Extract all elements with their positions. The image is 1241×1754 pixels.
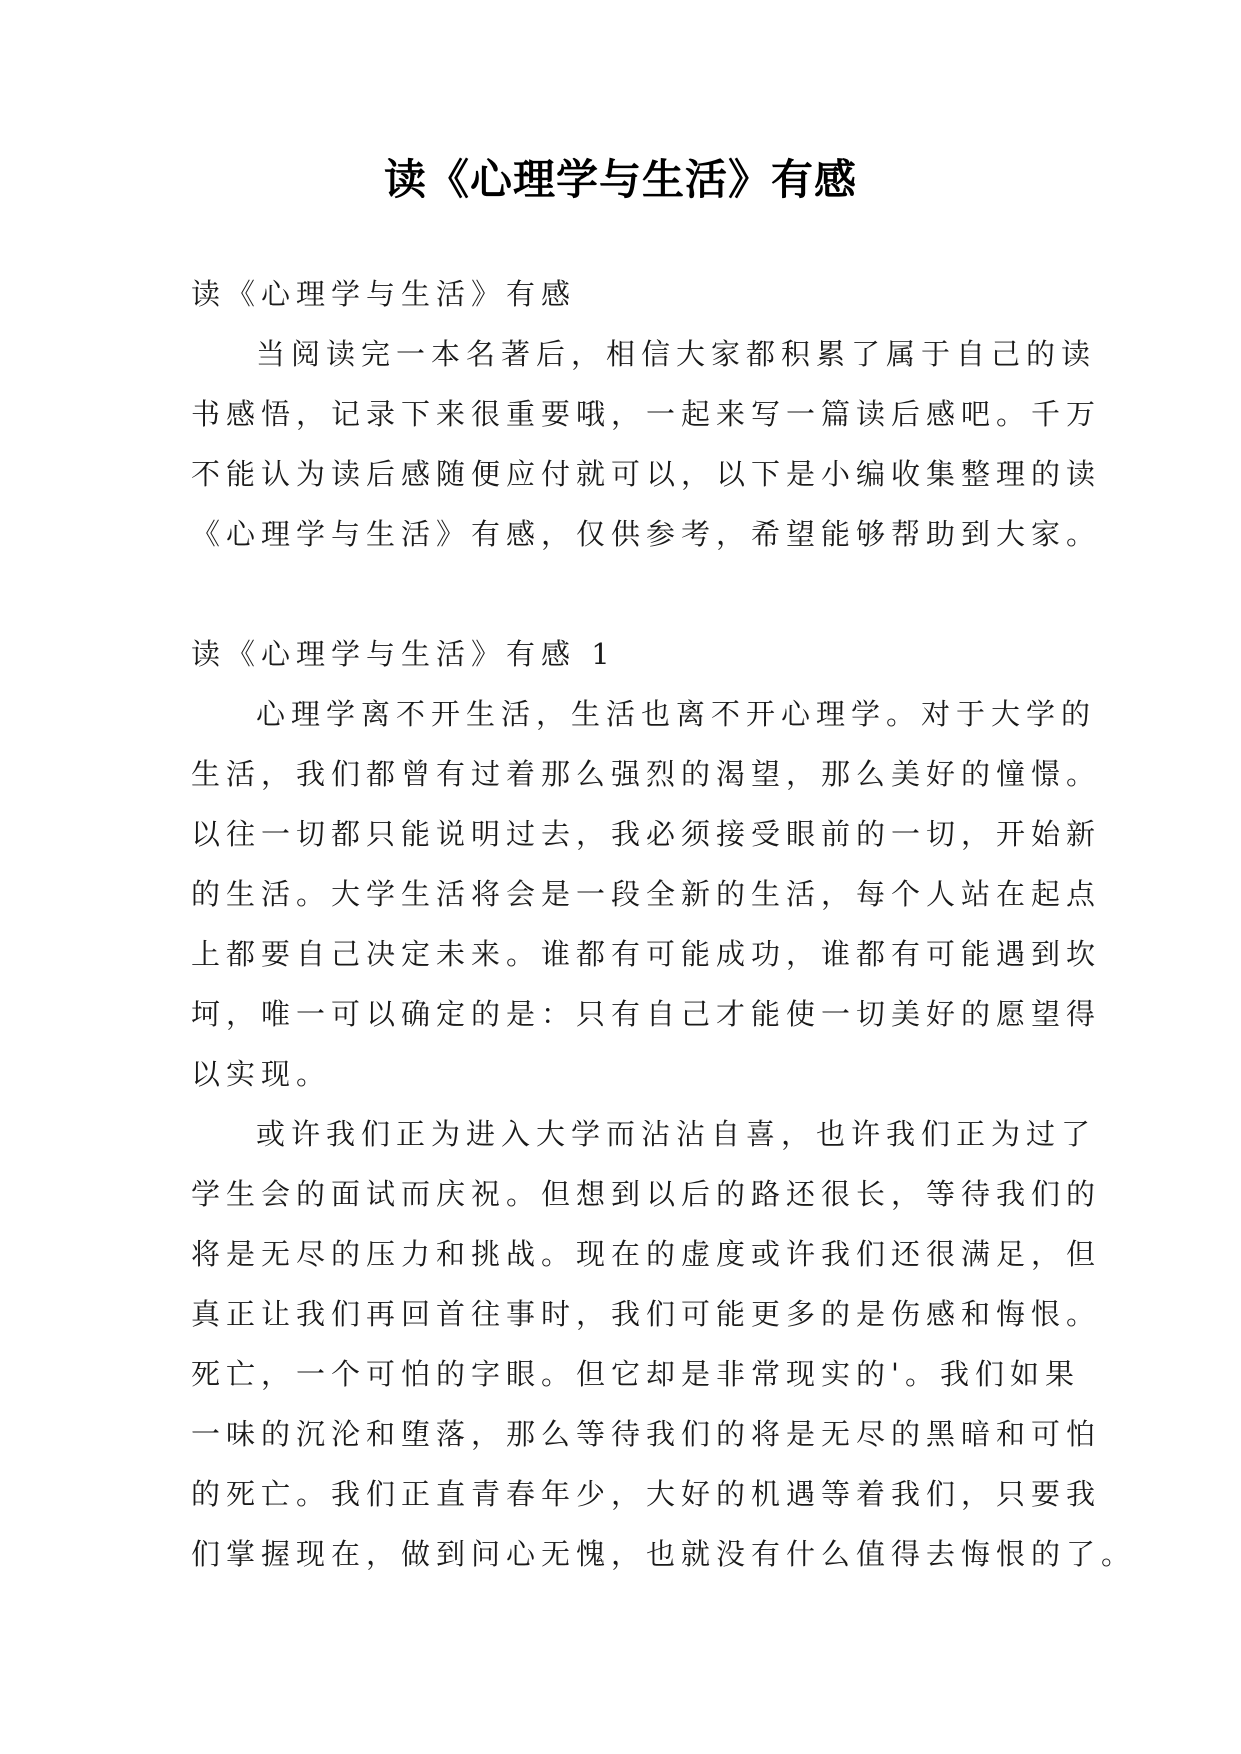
paragraph1-line: 坷，唯一可以确定的是：只有自己才能使一切美好的愿望得: [191, 997, 1102, 1031]
document-title: 读《心理学与生活》有感: [383, 155, 857, 204]
paragraph2-line: 一味的沉沦和堕落，那么等待我们的将是无尽的黑暗和可怕: [191, 1417, 1102, 1451]
paragraph1-line: 的生活。大学生活将会是一段全新的生活，每个人站在起点: [191, 877, 1102, 911]
paragraph2-line: 或许我们正为进入大学而沾沾自喜，也许我们正为过了: [256, 1117, 1097, 1151]
paragraph2-line: 们掌握现在，做到问心无愧，也就没有什么值得去悔恨的了。: [191, 1537, 1137, 1571]
paragraph1-line: 上都要自己决定未来。谁都有可能成功，谁都有可能遇到坎: [191, 937, 1102, 971]
paragraph2-line: 学生会的面试而庆祝。但想到以后的路还很长，等待我们的: [191, 1177, 1102, 1211]
section-spacer: [191, 564, 1071, 624]
intro-line: 《心理学与生活》有感，仅供参考，希望能够帮助到大家。: [191, 517, 1102, 551]
paragraph1-line: 以实现。: [191, 1057, 332, 1091]
intro-line: 不能认为读后感随便应付就可以，以下是小编收集整理的读: [191, 457, 1102, 491]
document-body: [191, 264, 1137, 1584]
paragraph2-line: 的死亡。我们正直青春年少，大好的机遇等着我们，只要我: [191, 1477, 1102, 1511]
intro-line: 当阅读完一本名著后，相信大家都积累了属于自己的读: [256, 337, 1097, 371]
paragraph2-line: 将是无尽的压力和挑战。现在的虚度或许我们还很满足，但: [191, 1237, 1102, 1271]
section1-heading: 读《心理学与生活》有感 1: [191, 637, 616, 671]
paragraph1-line: 心理学离不开生活，生活也离不开心理学。对于大学的: [256, 697, 1097, 731]
paragraph2-line: 死亡，一个可怕的字眼。但它却是非常现实的'。我们如果: [191, 1357, 1080, 1391]
paragraph2-line: 真正让我们再回首往事时，我们可能更多的是伤感和悔恨。: [191, 1297, 1102, 1331]
paragraph1-line: 生活，我们都曾有过着那么强烈的渴望，那么美好的憧憬。: [191, 757, 1102, 791]
intro-line: 书感悟，记录下来很重要哦，一起来写一篇读后感吧。千万: [191, 397, 1102, 431]
paragraph1-line: 以往一切都只能说明过去，我必须接受眼前的一切，开始新: [191, 817, 1102, 851]
intro-heading: 读《心理学与生活》有感: [191, 277, 577, 311]
